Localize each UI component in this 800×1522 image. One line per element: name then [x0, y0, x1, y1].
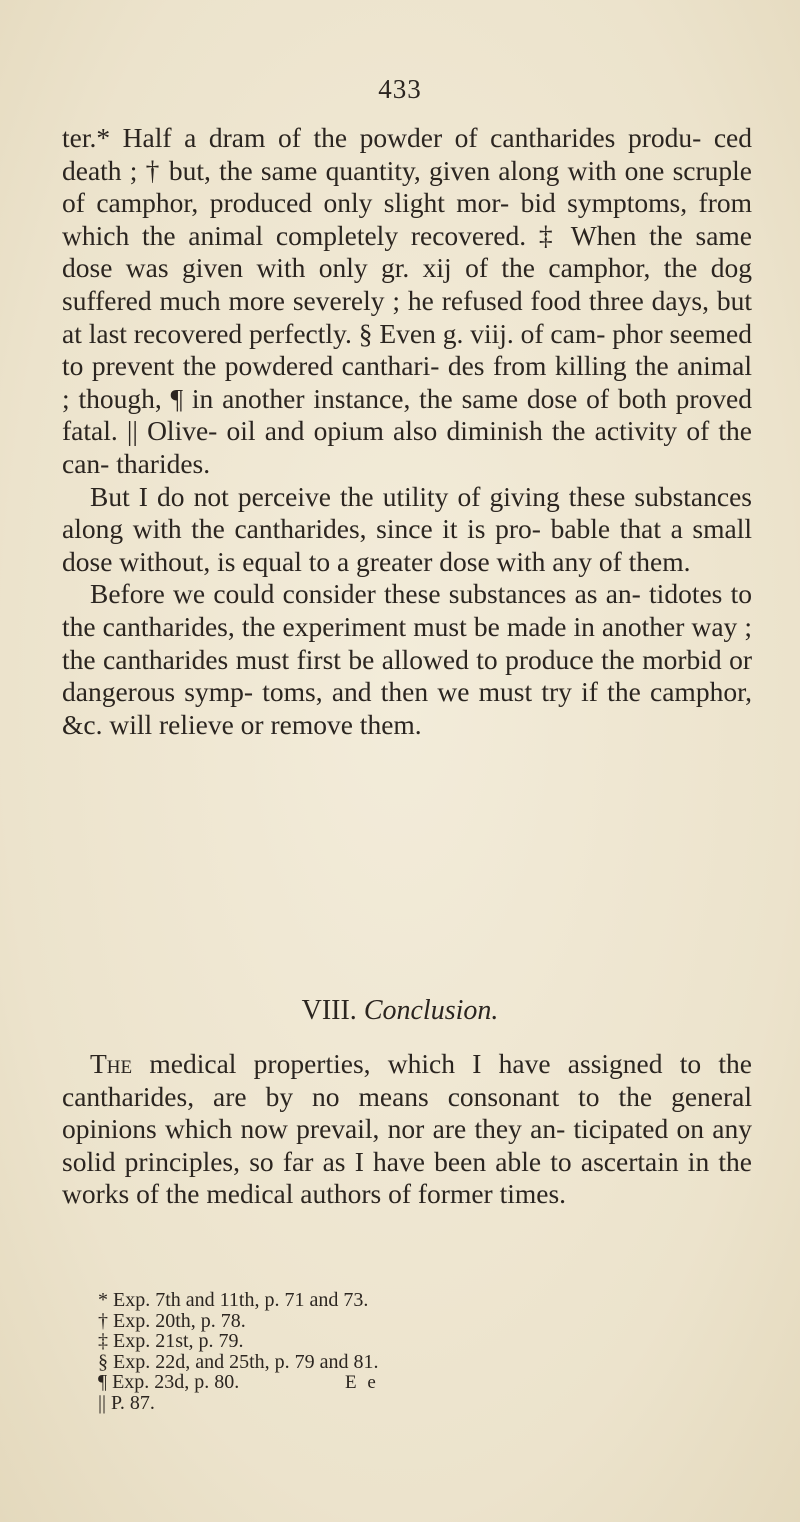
- footnote-text: Exp. 21st, p. 79.: [113, 1330, 244, 1352]
- paragraph-2: But I do not perceive the utility of giving these substances along with the cantharides, since it is pro- bable that a small dose without, is equal to a greater dose with any of them.: [62, 480, 752, 577]
- section-heading: [0, 995, 800, 1027]
- footnote: [98, 1372, 738, 1393]
- footnote: [98, 1311, 738, 1332]
- footnote-mark: §: [98, 1350, 108, 1373]
- footnote-mark: ||: [98, 1391, 107, 1414]
- footnote: [98, 1290, 738, 1311]
- footnote: [98, 1393, 738, 1414]
- footnote-text: Exp. 23d, p. 80.: [112, 1371, 240, 1393]
- footnote-mark: *: [98, 1289, 108, 1311]
- footnotes: [98, 1290, 738, 1413]
- footnote-text: Exp. 20th, p. 78.: [113, 1309, 246, 1332]
- footnote-mark: †: [98, 1309, 108, 1332]
- signature-mark: E e: [345, 1372, 379, 1393]
- footnote-text: P. 87.: [111, 1391, 155, 1414]
- section-title: Conclusion.: [363, 995, 499, 1026]
- footnote-mark: ¶: [98, 1371, 108, 1393]
- footnote-text: Exp. 22d, and 25th, p. 79 and 81.: [113, 1350, 379, 1373]
- page-number: 433: [378, 74, 422, 104]
- section-number: VIII.: [301, 995, 357, 1026]
- paragraph-1: ter.* Half a dram of the powder of cantharides produ- ced death ; † but, the same quantity, given along with one scruple of camphor, produced only slight mor- bid symptoms, from which the animal completely recovered. ‡ When the same dose was given with only gr. xij of the camphor, the dog suffered much more severely ; he refused food three days, but at last recovered perfectly. § Even g. viij. of cam- phor seemed to prevent the powdered canthari- des from killing the animal ; though, ¶ in another instance, the same dose of both proved fatal. || Olive- oil and opium also diminish the activity of the can- tharides.: [62, 122, 753, 479]
- paragraph-3: Before we could consider these substances as an- tidotes to the cantharides, the experiment must be made in another way ; the cantharides must first be allowed to produce the morbid or dangerous symp- toms, and then we must try if the camphor, &c. will relieve or remove them.: [62, 578, 752, 740]
- conclusion-body: medical properties, which I have assigned to the cantharides, are by no means consonant to the general opinions which now prevail, nor are they an- ticipated on any solid principles, so far as I have been able to ascertain in the works of the medical authors of former times.: [62, 1048, 752, 1210]
- conclusion-text: [62, 1048, 752, 1211]
- footnote-mark: ‡: [98, 1330, 108, 1352]
- conclusion-paragraph: [62, 1048, 752, 1211]
- footnote-text: Exp. 7th and 11th, p. 71 and 73.: [113, 1289, 369, 1311]
- footnote: [98, 1352, 738, 1373]
- body-text: [62, 122, 752, 741]
- footnote: [98, 1331, 738, 1352]
- conclusion-lead: The: [90, 1048, 133, 1079]
